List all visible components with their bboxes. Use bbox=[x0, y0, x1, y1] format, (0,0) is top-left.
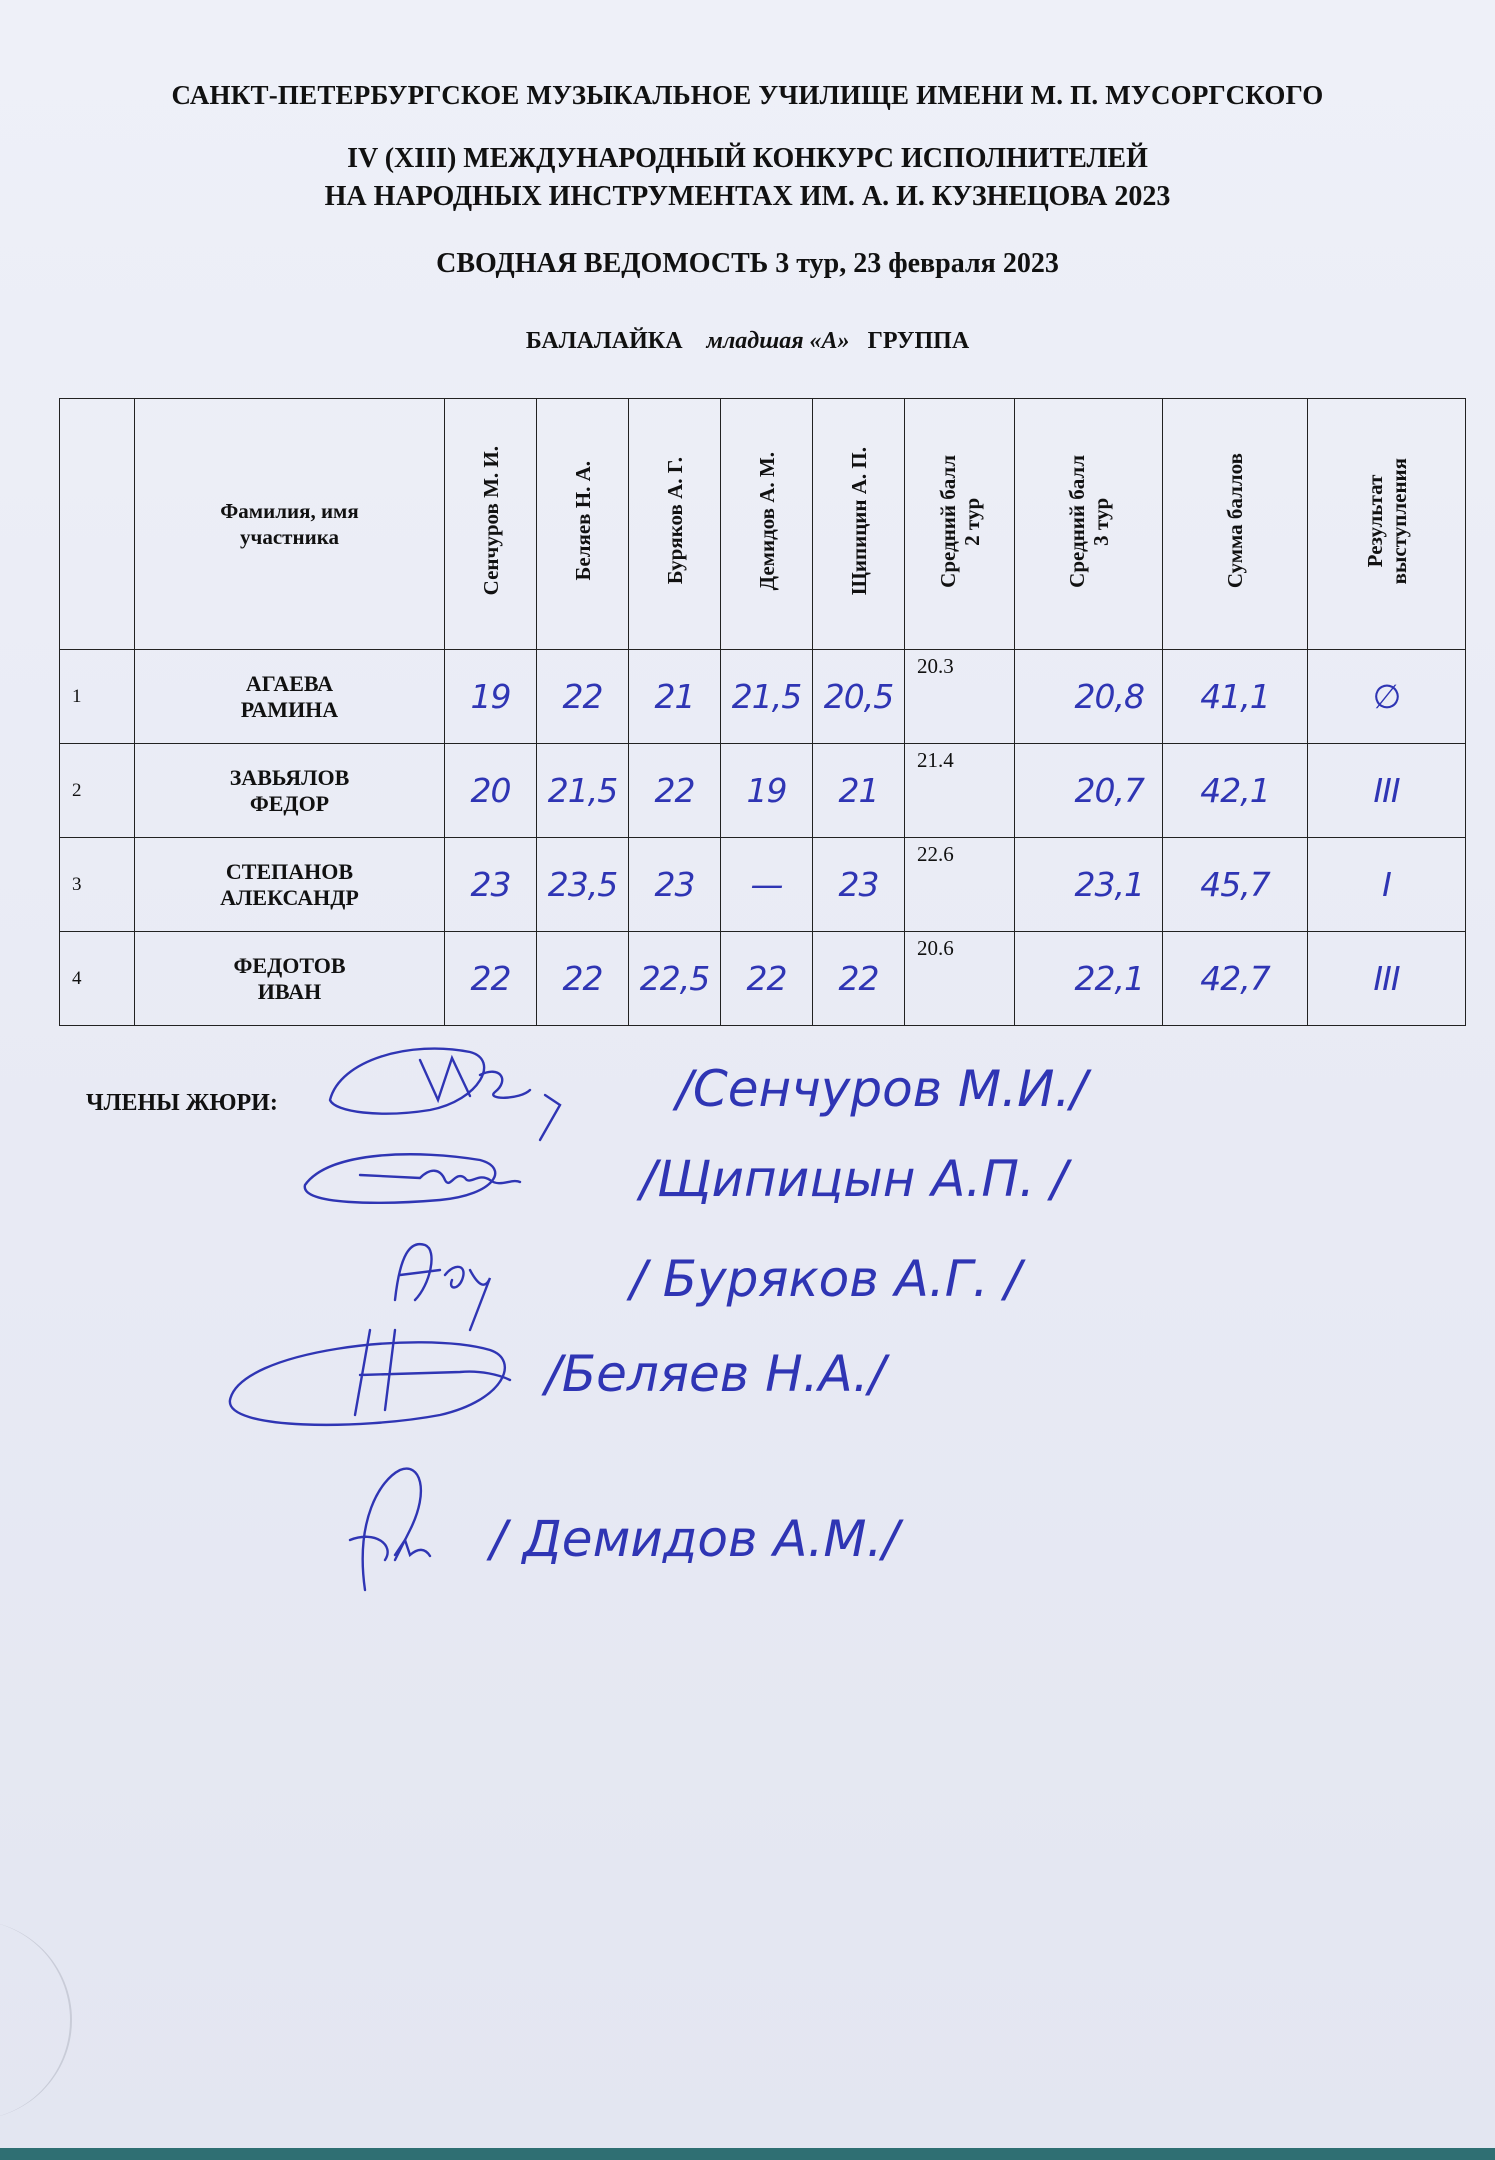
header-judge-3-label: Буряков А. Г. bbox=[662, 457, 687, 585]
signature-1 bbox=[330, 1049, 560, 1140]
group-word: ГРУППА bbox=[867, 328, 970, 354]
result-mark: III bbox=[1308, 932, 1466, 1026]
contest-title-line-2: НА НАРОДНЫХ ИНСТРУМЕНТАХ ИМ. А. И. КУЗНЕЦОВА 2023 bbox=[324, 181, 1171, 212]
judge-1-score: 23 bbox=[445, 838, 537, 932]
participant-last-name: АГАЕВА bbox=[245, 670, 334, 696]
header-judge-5-label: Щипицин А. П. bbox=[846, 446, 871, 596]
result-mark: III bbox=[1308, 744, 1466, 838]
participant-last-name: ЗАВЬЯЛОВ bbox=[229, 764, 350, 790]
judge-4-score: — bbox=[721, 838, 813, 932]
school-title: САНКТ-ПЕТЕРБУРГСКОЕ МУЗЫКАЛЬНОЕ УЧИЛИЩЕ ИМЕНИ М. П. МУСОРГСКОГО bbox=[171, 80, 1324, 110]
header-judge-1-label: Сенчуров М. И. bbox=[478, 446, 503, 596]
header-judge-2-label: Беляев Н. А. bbox=[570, 461, 595, 581]
judge-4-score: 19 bbox=[721, 744, 813, 838]
row-number: 1 bbox=[60, 650, 135, 744]
header-avg-round-2-line-2: 2 тур bbox=[959, 497, 984, 545]
header-avg-round-2-line-1: Средний балл bbox=[935, 454, 960, 588]
judge-3-score: 22 bbox=[629, 744, 721, 838]
judge-2-score: 21,5 bbox=[537, 744, 629, 838]
contest-title-line-1: IV (XIII) МЕЖДУНАРОДНЫЙ КОНКУРС ИСПОЛНИТЕЛЕЙ bbox=[347, 143, 1148, 174]
row-number: 4 bbox=[60, 932, 135, 1026]
header-sum-label: Сумма баллов bbox=[1223, 453, 1247, 589]
jury-name-4: /Беляев Н.А./ bbox=[545, 1345, 886, 1403]
judge-3-score: 22,5 bbox=[629, 932, 721, 1026]
header-result-line-2: выступления bbox=[1386, 457, 1411, 585]
signature-4 bbox=[230, 1330, 510, 1425]
signature-5 bbox=[350, 1469, 430, 1590]
judge-5-score: 21 bbox=[813, 744, 905, 838]
instrument-name: БАЛАЛАЙКА bbox=[525, 328, 683, 354]
participant-first-name: ИВАН bbox=[257, 978, 322, 1004]
row-number: 2 bbox=[60, 744, 135, 838]
jury-name-3: / Буряков А.Г. / bbox=[630, 1250, 1022, 1308]
judge-2-score: 22 bbox=[537, 932, 629, 1026]
avg-round-2: 22.6 bbox=[905, 838, 1015, 932]
participant-first-name: ФЕДОР bbox=[249, 790, 330, 816]
participant-first-name: РАМИНА bbox=[240, 696, 339, 722]
judge-4-score: 21,5 bbox=[721, 650, 813, 744]
signature-2 bbox=[305, 1154, 520, 1203]
result-mark: I bbox=[1308, 838, 1466, 932]
header-participant-line-2: участника bbox=[240, 525, 339, 549]
avg-round-3: 20,8 bbox=[1015, 650, 1163, 744]
judge-5-score: 22 bbox=[813, 932, 905, 1026]
avg-round-3: 22,1 bbox=[1015, 932, 1163, 1026]
jury-name-5: / Демидов А.М./ bbox=[490, 1510, 900, 1568]
header-avg-round-3-line-1: Средний балл bbox=[1064, 454, 1089, 588]
jury-name-1: /Сенчуров М.И./ bbox=[676, 1060, 1088, 1118]
row-number: 3 bbox=[60, 838, 135, 932]
judge-5-score: 20,5 bbox=[813, 650, 905, 744]
summary-title: СВОДНАЯ ВЕДОМОСТЬ 3 тур, 23 февраля 2023 bbox=[436, 248, 1059, 279]
sum-score: 42,7 bbox=[1163, 932, 1308, 1026]
group-name: младшая «А» bbox=[706, 328, 850, 354]
result-mark: ∅ bbox=[1308, 650, 1466, 744]
avg-round-2: 20.3 bbox=[905, 650, 1015, 744]
sum-score: 41,1 bbox=[1163, 650, 1308, 744]
jury-name-2: /Щипицын А.П. / bbox=[640, 1150, 1068, 1208]
avg-round-3: 23,1 bbox=[1015, 838, 1163, 932]
avg-round-3: 20,7 bbox=[1015, 744, 1163, 838]
judge-5-score: 23 bbox=[813, 838, 905, 932]
header-result-line-1: Результат bbox=[1362, 474, 1387, 568]
judge-2-score: 22 bbox=[537, 650, 629, 744]
judge-3-score: 23 bbox=[629, 838, 721, 932]
judge-1-score: 22 bbox=[445, 932, 537, 1026]
participant-last-name: ФЕДОТОВ bbox=[233, 952, 346, 978]
judge-1-score: 19 bbox=[445, 650, 537, 744]
sum-score: 42,1 bbox=[1163, 744, 1308, 838]
header-participant-line-1: Фамилия, имя bbox=[220, 499, 359, 523]
signature-3 bbox=[395, 1244, 490, 1330]
avg-round-2: 20.6 bbox=[905, 932, 1015, 1026]
judge-2-score: 23,5 bbox=[537, 838, 629, 932]
judge-1-score: 20 bbox=[445, 744, 537, 838]
participant-first-name: АЛЕКСАНДР bbox=[220, 884, 359, 910]
judge-4-score: 22 bbox=[721, 932, 813, 1026]
sum-score: 45,7 bbox=[1163, 838, 1308, 932]
judge-3-score: 21 bbox=[629, 650, 721, 744]
header-avg-round-3-line-2: 3 тур bbox=[1088, 497, 1113, 545]
avg-round-2: 21.4 bbox=[905, 744, 1015, 838]
header-judge-4-label: Демидов А. М. bbox=[754, 451, 779, 591]
participant-last-name: СТЕПАНОВ bbox=[225, 858, 354, 884]
jury-label: ЧЛЕНЫ ЖЮРИ: bbox=[86, 1090, 278, 1116]
